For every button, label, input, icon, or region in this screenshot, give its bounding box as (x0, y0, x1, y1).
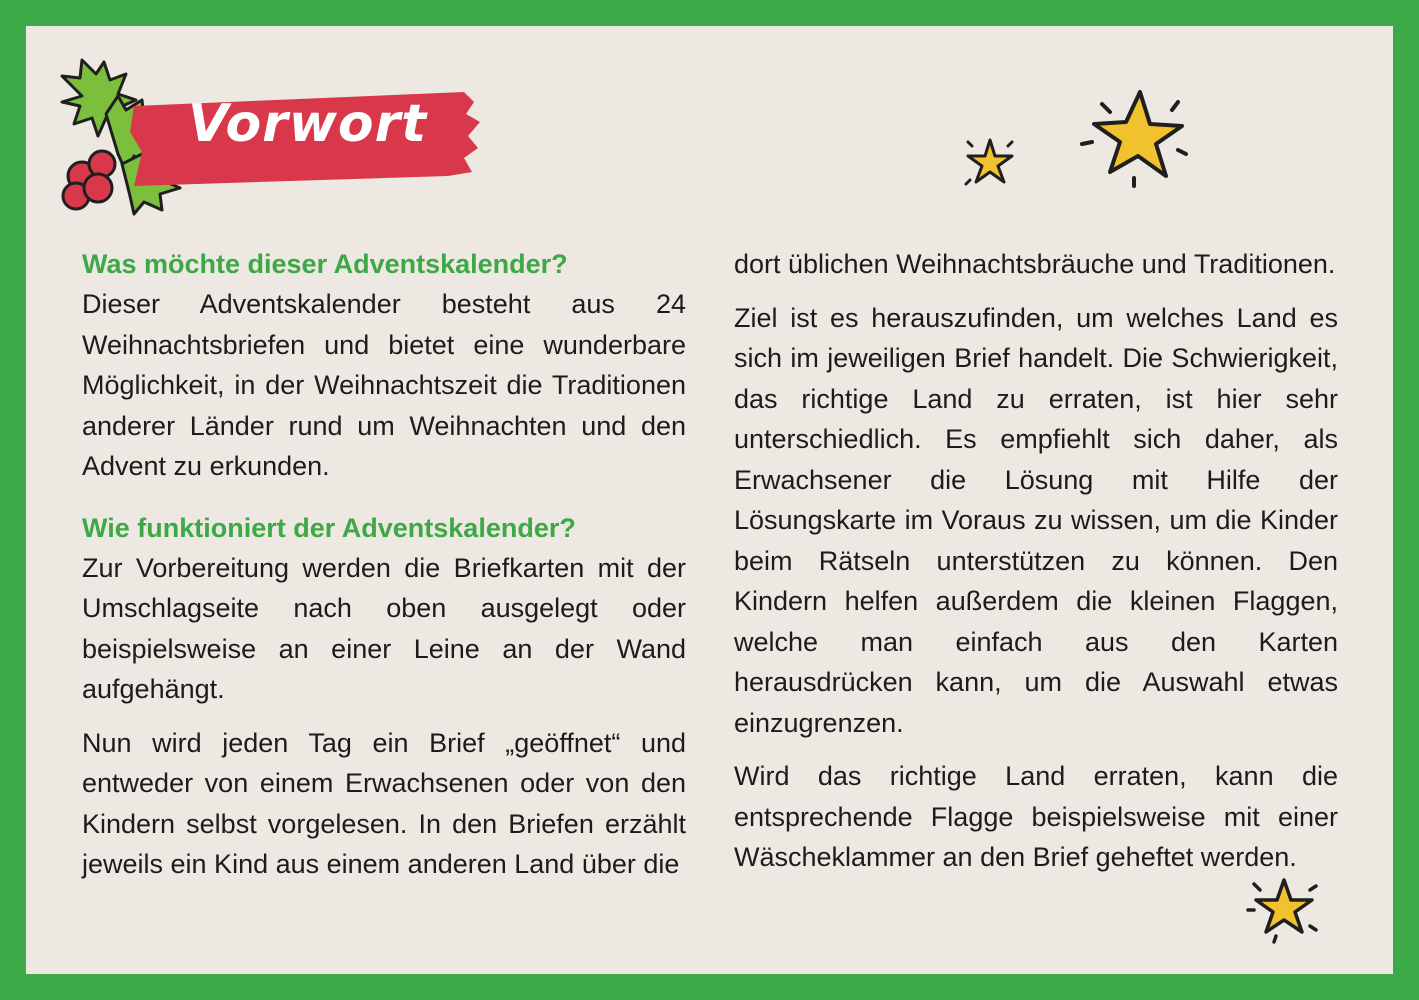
paragraph: Zur Vorbereitung werden die Briefkarten mit der Umschlagseite nach oben ausgelegt oder beispielsweise an einer Leine an der Wand aufgehängt. (82, 552, 686, 704)
section-heading: Wie funktioniert der Adventskalender? (82, 512, 576, 543)
paragraph: dort üblichen Weihnachtsbräuche und Traditionen. (734, 249, 1336, 279)
left-column (82, 244, 686, 898)
title-banner (128, 92, 480, 186)
paragraph: Dieser Adventskalender besteht aus 24 Weihnachtsbriefen und bietet eine wunderbare Möglichkeit, in der Weihnachtszeit die Traditionen anderer Länder rund um Weihnachten und den Advent zu erkunden. (82, 289, 686, 481)
page-title: Vorwort (188, 94, 428, 154)
star-icon (1078, 82, 1194, 192)
paragraph: Nun wird jeden Tag ein Brief „geöffnet“ und entweder von einem Erwachsenen oder von den Kindern selbst vorgelesen. In den Briefen erzählt jeweils ein Kind aus einem anderen Land über die (82, 727, 686, 879)
right-column (734, 244, 1338, 891)
paragraph: Wird das richtige Land erraten, kann die entsprechende Flagge beispielsweise mit einer Wäscheklammer an den Brief geheftet werden. (734, 761, 1338, 872)
star-icon (960, 134, 1020, 190)
section-heading: Was möchte dieser Adventskalender? (82, 249, 568, 279)
paragraph: Ziel ist es herauszufinden, um welches Land es sich im jeweiligen Brief handelt. Die Schwierigkeit, das richtige Land zu erraten, ist hier sehr unterschiedlich. Es empfiehlt sich daher, als Erwachsener die Lösung mit Hilfe der Lösungskarte im Voraus zu wissen, um die Kinder beim Rätseln unterstützen zu können. Den Kindern helfen außerdem die kleinen Flaggen, welche man einfach aus den Karten herausdrücken kann, um die Auswahl etwas einzugrenzen. (734, 302, 1338, 738)
